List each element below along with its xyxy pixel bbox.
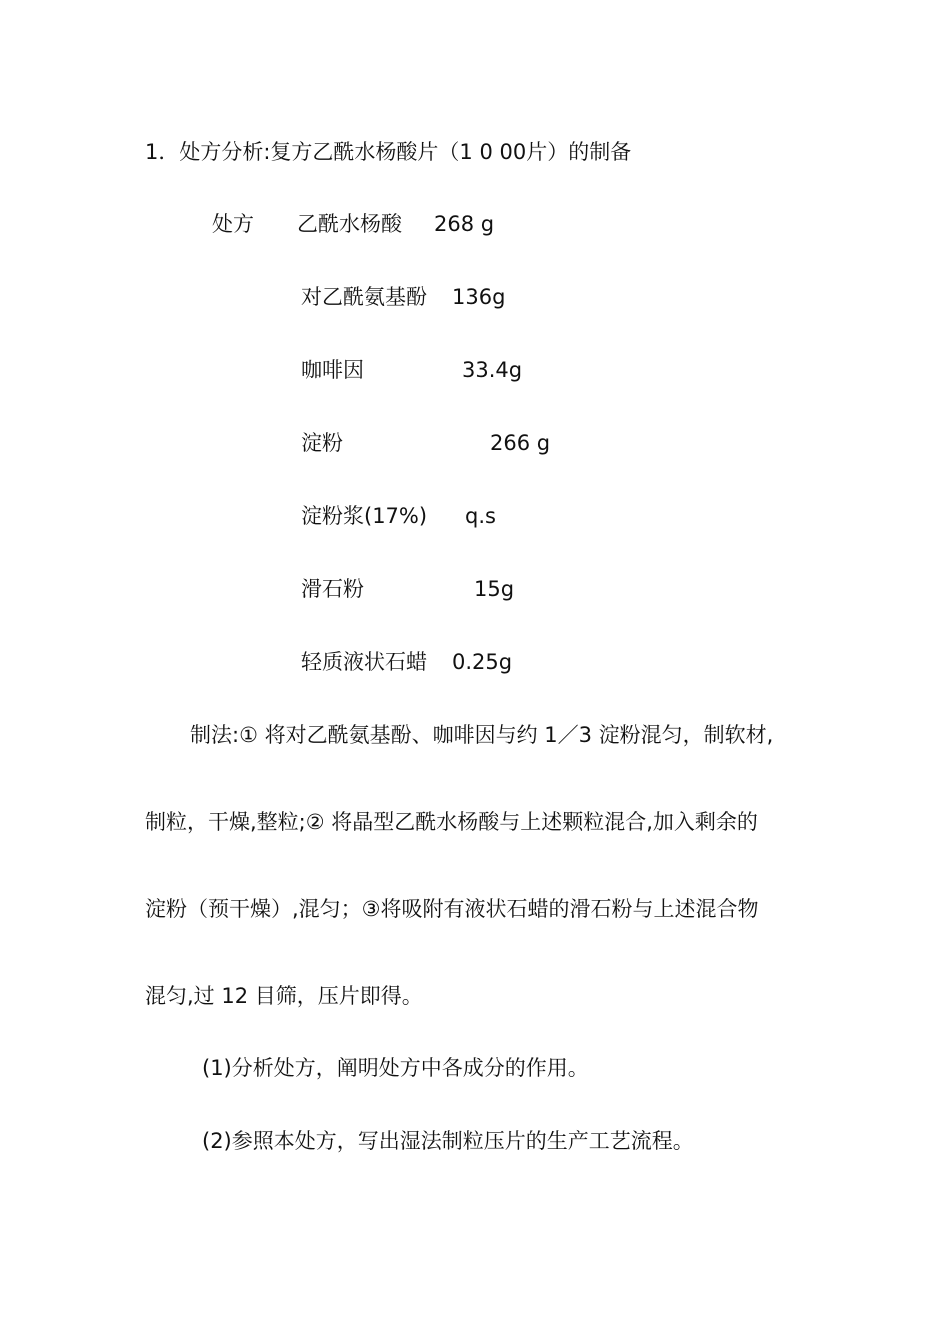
question-title: 1．处方分析:复方乙酰水杨酸片（1 0 00片）的制备	[145, 140, 632, 164]
ingredient-amount: 15g	[474, 577, 515, 601]
ingredient-name: 淀粉浆(17%)	[301, 504, 428, 528]
sub-question: (2)参照本处方，写出湿法制粒压片的生产工艺流程。	[202, 1129, 694, 1153]
ingredient-amount: 33.4g	[462, 358, 523, 382]
ingredient-amount: 266 g	[490, 431, 551, 455]
formula-label: 处方	[212, 212, 254, 236]
ingredient-name: 轻质液状石蜡	[301, 650, 427, 674]
ingredient-name: 咖啡因	[301, 358, 364, 382]
method-line: 混匀,过 12 目筛，压片即得。	[145, 984, 423, 1008]
ingredient-name: 对乙酰氨基酚	[301, 285, 427, 309]
ingredient-amount: 0.25g	[452, 650, 513, 674]
ingredient-name: 淀粉	[301, 431, 343, 455]
sub-question: (1)分析处方，阐明处方中各成分的作用。	[202, 1056, 589, 1080]
ingredient-amount: q.s	[465, 504, 496, 528]
method-line: 制法:① 将对乙酰氨基酚、咖啡因与约 1／3 淀粉混匀，制软材,	[190, 723, 774, 747]
ingredient-amount: 268 g	[434, 212, 495, 236]
ingredient-name: 乙酰水杨酸	[297, 212, 402, 236]
method-line: 淀粉（预干燥）,混匀；③将吸附有液状石蜡的滑石粉与上述混合物	[145, 897, 759, 921]
ingredient-amount: 136g	[452, 285, 506, 309]
ingredient-name: 滑石粉	[301, 577, 364, 601]
method-line: 制粒，干燥,整粒;② 将晶型乙酰水杨酸与上述颗粒混合,加入剩余的	[145, 810, 758, 834]
